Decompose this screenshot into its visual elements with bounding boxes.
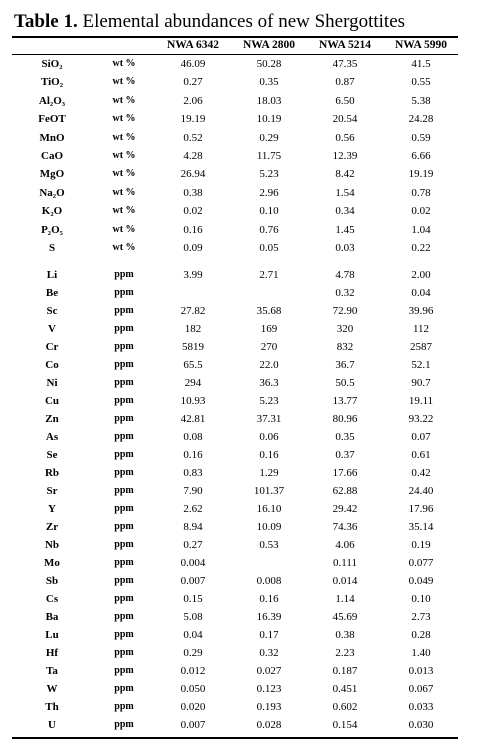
value-cell: 0.29 xyxy=(259,132,279,144)
table-row-major xyxy=(0,147,477,165)
value-cell: 0.077 xyxy=(408,557,434,569)
value-cell: 22.0 xyxy=(259,359,279,371)
value-cell: 10.09 xyxy=(256,521,282,533)
value-cell: 0.03 xyxy=(335,242,355,254)
value-cell: 5.23 xyxy=(259,168,279,180)
unit-label: ppm xyxy=(114,377,134,388)
table-row-major xyxy=(0,129,477,147)
value-cell: 1.40 xyxy=(411,647,431,659)
value-cell: 45.69 xyxy=(332,611,358,623)
value-cell: 0.19 xyxy=(411,539,431,551)
table-row-major xyxy=(0,239,477,257)
value-cell: 39.96 xyxy=(408,305,434,317)
unit-label: ppm xyxy=(114,323,134,334)
unit-label: ppm xyxy=(114,503,134,514)
element-label: Th xyxy=(45,701,59,713)
unit-label: ppm xyxy=(114,269,134,280)
table-row-trace xyxy=(0,662,477,680)
element-label: Al₂O₃ xyxy=(38,95,66,107)
unit-label: wt % xyxy=(112,95,136,106)
table-row-trace xyxy=(0,644,477,662)
table-row-major xyxy=(0,92,477,110)
value-cell: 0.17 xyxy=(259,629,279,641)
value-cell: 35.68 xyxy=(256,305,282,317)
unit-label: ppm xyxy=(114,341,134,352)
unit-label: ppm xyxy=(114,413,134,424)
value-cell: 0.007 xyxy=(180,719,206,731)
unit-label: wt % xyxy=(112,168,136,179)
value-cell: 0.56 xyxy=(335,132,355,144)
value-cell: 832 xyxy=(336,341,354,353)
value-cell: 0.15 xyxy=(183,593,203,605)
table-row-trace xyxy=(0,464,477,482)
value-cell: 5.23 xyxy=(259,395,279,407)
value-cell: 0.28 xyxy=(411,629,431,641)
table-row-trace xyxy=(0,356,477,374)
value-cell: 19.19 xyxy=(180,113,206,125)
element-label: P₂O₅ xyxy=(41,224,63,236)
unit-label: ppm xyxy=(114,305,134,316)
value-cell: 0.83 xyxy=(183,467,203,479)
value-cell: 0.020 xyxy=(180,701,206,713)
value-cell: 4.78 xyxy=(335,269,355,281)
value-cell: 0.004 xyxy=(180,557,206,569)
value-cell: 0.32 xyxy=(259,647,279,659)
value-cell: 29.42 xyxy=(332,503,358,515)
value-cell: 24.28 xyxy=(408,113,434,125)
value-cell: 1.54 xyxy=(335,187,355,199)
unit-label: ppm xyxy=(114,575,134,586)
value-cell: 0.033 xyxy=(408,701,434,713)
value-cell: 2.00 xyxy=(411,269,431,281)
unit-label: ppm xyxy=(114,539,134,550)
value-cell: 27.82 xyxy=(180,305,206,317)
element-label: As xyxy=(45,431,59,443)
value-cell: 11.75 xyxy=(256,150,282,162)
value-cell: 12.39 xyxy=(332,150,358,162)
value-cell: 19.11 xyxy=(408,395,434,407)
value-cell: 0.16 xyxy=(183,224,203,236)
value-cell: 16.39 xyxy=(256,611,282,623)
value-cell: 41.5 xyxy=(411,58,431,70)
table-row-trace xyxy=(0,302,477,320)
value-cell: 0.154 xyxy=(332,719,358,731)
value-cell: 62.88 xyxy=(332,485,358,497)
value-cell: 0.04 xyxy=(411,287,431,299)
element-label: Li xyxy=(46,269,58,281)
value-cell: 5.08 xyxy=(183,611,203,623)
value-cell: 1.45 xyxy=(335,224,355,236)
value-cell: 74.36 xyxy=(332,521,358,533)
table-bottom-rule xyxy=(12,737,458,739)
value-cell: 90.7 xyxy=(411,377,431,389)
value-cell: 0.05 xyxy=(259,242,279,254)
value-cell: 19.19 xyxy=(408,168,434,180)
unit-label: wt % xyxy=(112,242,136,253)
table-row-trace xyxy=(0,392,477,410)
value-cell: 0.37 xyxy=(335,449,355,461)
element-label: Ba xyxy=(45,611,59,623)
unit-label: ppm xyxy=(114,485,134,496)
value-cell: 0.35 xyxy=(335,431,355,443)
element-label: Na₂O xyxy=(39,187,65,199)
unit-label: ppm xyxy=(114,665,134,676)
value-cell: 0.32 xyxy=(335,287,355,299)
value-cell: 101.37 xyxy=(253,485,285,497)
value-cell: 42.81 xyxy=(180,413,206,425)
value-cell: 0.87 xyxy=(335,76,355,88)
table-caption xyxy=(14,11,474,33)
column-header-nwa-5990: NWA 5990 xyxy=(394,39,448,51)
element-label: U xyxy=(48,719,56,731)
table-row-trace xyxy=(0,680,477,698)
element-label: Mo xyxy=(44,557,60,569)
value-cell: 0.22 xyxy=(411,242,431,254)
element-label: Cr xyxy=(45,341,59,353)
value-cell: 0.61 xyxy=(411,449,431,461)
unit-label: ppm xyxy=(114,521,134,532)
value-cell: 24.40 xyxy=(408,485,434,497)
value-cell: 47.35 xyxy=(332,58,358,70)
value-cell: 0.35 xyxy=(259,76,279,88)
unit-label: wt % xyxy=(112,205,136,216)
table-row-trace xyxy=(0,410,477,428)
value-cell: 2.06 xyxy=(183,95,203,107)
value-cell: 0.10 xyxy=(259,205,279,217)
table-row-trace xyxy=(0,446,477,464)
value-cell: 112 xyxy=(412,323,430,335)
table-row-trace xyxy=(0,320,477,338)
value-cell: 4.28 xyxy=(183,150,203,162)
value-cell: 5819 xyxy=(182,341,204,353)
value-cell: 0.02 xyxy=(183,205,203,217)
value-cell: 0.028 xyxy=(256,719,282,731)
value-cell: 1.14 xyxy=(335,593,355,605)
value-cell: 50.28 xyxy=(256,58,282,70)
value-cell: 8.94 xyxy=(183,521,203,533)
table-row-major xyxy=(0,165,477,183)
value-cell: 0.42 xyxy=(411,467,431,479)
value-cell: 270 xyxy=(260,341,278,353)
value-cell: 0.38 xyxy=(183,187,203,199)
element-label: FeOT xyxy=(38,113,66,125)
column-header-nwa-5214: NWA 5214 xyxy=(318,39,372,51)
element-label: Be xyxy=(45,287,59,299)
value-cell: 2.23 xyxy=(335,647,355,659)
value-cell: 0.02 xyxy=(411,205,431,217)
unit-label: ppm xyxy=(114,701,134,712)
value-cell: 0.27 xyxy=(183,76,203,88)
value-cell: 0.08 xyxy=(183,431,203,443)
value-cell: 0.55 xyxy=(411,76,431,88)
element-label: SiO₂ xyxy=(41,58,63,70)
value-cell: 5.38 xyxy=(411,95,431,107)
table-row-trace xyxy=(0,518,477,536)
table-row-trace xyxy=(0,428,477,446)
value-cell: 17.96 xyxy=(408,503,434,515)
element-label: Se xyxy=(46,449,58,461)
element-label: Ni xyxy=(46,377,58,389)
value-cell: 0.09 xyxy=(183,242,203,254)
value-cell: 37.31 xyxy=(256,413,282,425)
value-cell: 0.34 xyxy=(335,205,355,217)
unit-label: wt % xyxy=(112,113,136,124)
value-cell: 3.99 xyxy=(183,269,203,281)
unit-label: wt % xyxy=(112,58,136,69)
value-cell: 0.53 xyxy=(259,539,279,551)
value-cell: 0.16 xyxy=(259,593,279,605)
value-cell: 2.71 xyxy=(259,269,279,281)
table-row-trace xyxy=(0,284,477,302)
value-cell: 0.008 xyxy=(256,575,282,587)
unit-label: ppm xyxy=(114,287,134,298)
element-label: Lu xyxy=(45,629,59,641)
value-cell: 0.52 xyxy=(183,132,203,144)
table-row-major xyxy=(0,184,477,202)
table-row-major xyxy=(0,110,477,128)
value-cell: 0.38 xyxy=(335,629,355,641)
value-cell: 46.09 xyxy=(180,58,206,70)
value-cell: 182 xyxy=(184,323,202,335)
value-cell: 80.96 xyxy=(332,413,358,425)
value-cell: 0.10 xyxy=(411,593,431,605)
table-row-major xyxy=(0,221,477,239)
value-cell: 17.66 xyxy=(332,467,358,479)
table-row-major xyxy=(0,73,477,91)
value-cell: 0.27 xyxy=(183,539,203,551)
table-row-trace xyxy=(0,482,477,500)
table-row-trace xyxy=(0,716,477,734)
value-cell: 7.90 xyxy=(183,485,203,497)
value-cell: 52.1 xyxy=(411,359,431,371)
value-cell: 0.193 xyxy=(256,701,282,713)
unit-label: ppm xyxy=(114,683,134,694)
element-label: Sr xyxy=(46,485,58,497)
value-cell: 36.7 xyxy=(335,359,355,371)
element-label: Rb xyxy=(44,467,60,479)
unit-label: wt % xyxy=(112,76,136,87)
value-cell: 8.42 xyxy=(335,168,355,180)
column-header-nwa-6342: NWA 6342 xyxy=(166,39,220,51)
unit-label: ppm xyxy=(114,557,134,568)
table-row-trace xyxy=(0,374,477,392)
value-cell: 0.007 xyxy=(180,575,206,587)
column-header-nwa-2800: NWA 2800 xyxy=(242,39,296,51)
table-row-trace xyxy=(0,266,477,284)
table-row-trace xyxy=(0,590,477,608)
value-cell: 93.22 xyxy=(408,413,434,425)
unit-label: ppm xyxy=(114,719,134,730)
unit-label: wt % xyxy=(112,150,136,161)
unit-label: ppm xyxy=(114,593,134,604)
element-label: Hf xyxy=(45,647,59,659)
table-caption-text: Elemental abundances of new Shergottites xyxy=(82,11,406,32)
unit-label: wt % xyxy=(112,224,136,235)
value-cell: 0.76 xyxy=(259,224,279,236)
table-row-trace xyxy=(0,626,477,644)
unit-label: ppm xyxy=(114,359,134,370)
value-cell: 2.62 xyxy=(183,503,203,515)
table-caption-label: Table 1. xyxy=(14,11,78,32)
value-cell: 0.067 xyxy=(408,683,434,695)
value-cell: 0.29 xyxy=(183,647,203,659)
table-row-trace xyxy=(0,608,477,626)
value-cell: 169 xyxy=(260,323,278,335)
value-cell: 0.030 xyxy=(408,719,434,731)
value-cell: 2587 xyxy=(410,341,432,353)
value-cell: 0.16 xyxy=(259,449,279,461)
table-row-trace xyxy=(0,500,477,518)
value-cell: 0.027 xyxy=(256,665,282,677)
value-cell: 2.96 xyxy=(259,187,279,199)
element-label: MnO xyxy=(39,132,65,144)
value-cell: 10.93 xyxy=(180,395,206,407)
value-cell: 6.50 xyxy=(335,95,355,107)
unit-label: ppm xyxy=(114,395,134,406)
value-cell: 0.16 xyxy=(183,449,203,461)
value-cell: 0.06 xyxy=(259,431,279,443)
table-row-trace xyxy=(0,554,477,572)
value-cell: 50.5 xyxy=(335,377,355,389)
value-cell: 35.14 xyxy=(408,521,434,533)
element-label: CaO xyxy=(41,150,63,162)
value-cell: 320 xyxy=(336,323,354,335)
element-label: Cs xyxy=(45,593,59,605)
value-cell: 0.451 xyxy=(332,683,358,695)
value-cell: 0.050 xyxy=(180,683,206,695)
value-cell: 72.90 xyxy=(332,305,358,317)
value-cell: 18.03 xyxy=(256,95,282,107)
element-label: K₂O xyxy=(41,205,63,217)
value-cell: 1.29 xyxy=(259,467,279,479)
value-cell: 1.04 xyxy=(411,224,431,236)
unit-label: ppm xyxy=(114,647,134,658)
unit-label: ppm xyxy=(114,431,134,442)
element-label: Zr xyxy=(45,521,59,533)
value-cell: 20.54 xyxy=(332,113,358,125)
value-cell: 0.07 xyxy=(411,431,431,443)
value-cell: 16.10 xyxy=(256,503,282,515)
element-label: Zn xyxy=(45,413,59,425)
element-label: MgO xyxy=(39,168,65,180)
table-row-major xyxy=(0,202,477,220)
value-cell: 4.06 xyxy=(335,539,355,551)
element-label: Co xyxy=(45,359,59,371)
table-row-trace xyxy=(0,698,477,716)
value-cell: 294 xyxy=(184,377,202,389)
element-label: Sc xyxy=(46,305,58,317)
element-label: W xyxy=(46,683,58,695)
value-cell: 0.78 xyxy=(411,187,431,199)
value-cell: 0.014 xyxy=(332,575,358,587)
element-label: V xyxy=(48,323,56,335)
element-label: Y xyxy=(48,503,56,515)
value-cell: 0.123 xyxy=(256,683,282,695)
table-row-trace xyxy=(0,338,477,356)
element-label: Nb xyxy=(44,539,60,551)
element-label: Sb xyxy=(45,575,59,587)
value-cell: 0.602 xyxy=(332,701,358,713)
element-label: Cu xyxy=(44,395,60,407)
value-cell: 6.66 xyxy=(411,150,431,162)
value-cell: 65.5 xyxy=(183,359,203,371)
unit-label: wt % xyxy=(112,187,136,198)
value-cell: 26.94 xyxy=(180,168,206,180)
unit-label: ppm xyxy=(114,611,134,622)
element-label: TiO₂ xyxy=(40,76,64,88)
value-cell: 10.19 xyxy=(256,113,282,125)
unit-label: wt % xyxy=(112,132,136,143)
value-cell: 13.77 xyxy=(332,395,358,407)
value-cell: 0.012 xyxy=(180,665,206,677)
value-cell: 36.3 xyxy=(259,377,279,389)
value-cell: 0.187 xyxy=(332,665,358,677)
value-cell: 2.73 xyxy=(411,611,431,623)
value-cell: 0.04 xyxy=(183,629,203,641)
element-label: Ta xyxy=(46,665,58,677)
element-label: S xyxy=(48,242,56,254)
unit-label: ppm xyxy=(114,449,134,460)
value-cell: 0.013 xyxy=(408,665,434,677)
unit-label: ppm xyxy=(114,467,134,478)
table-row-trace xyxy=(0,536,477,554)
table-row-trace xyxy=(0,572,477,590)
unit-label: ppm xyxy=(114,629,134,640)
value-cell: 0.59 xyxy=(411,132,431,144)
value-cell: 0.111 xyxy=(333,557,357,569)
table-row-major xyxy=(0,55,477,73)
value-cell: 0.049 xyxy=(408,575,434,587)
